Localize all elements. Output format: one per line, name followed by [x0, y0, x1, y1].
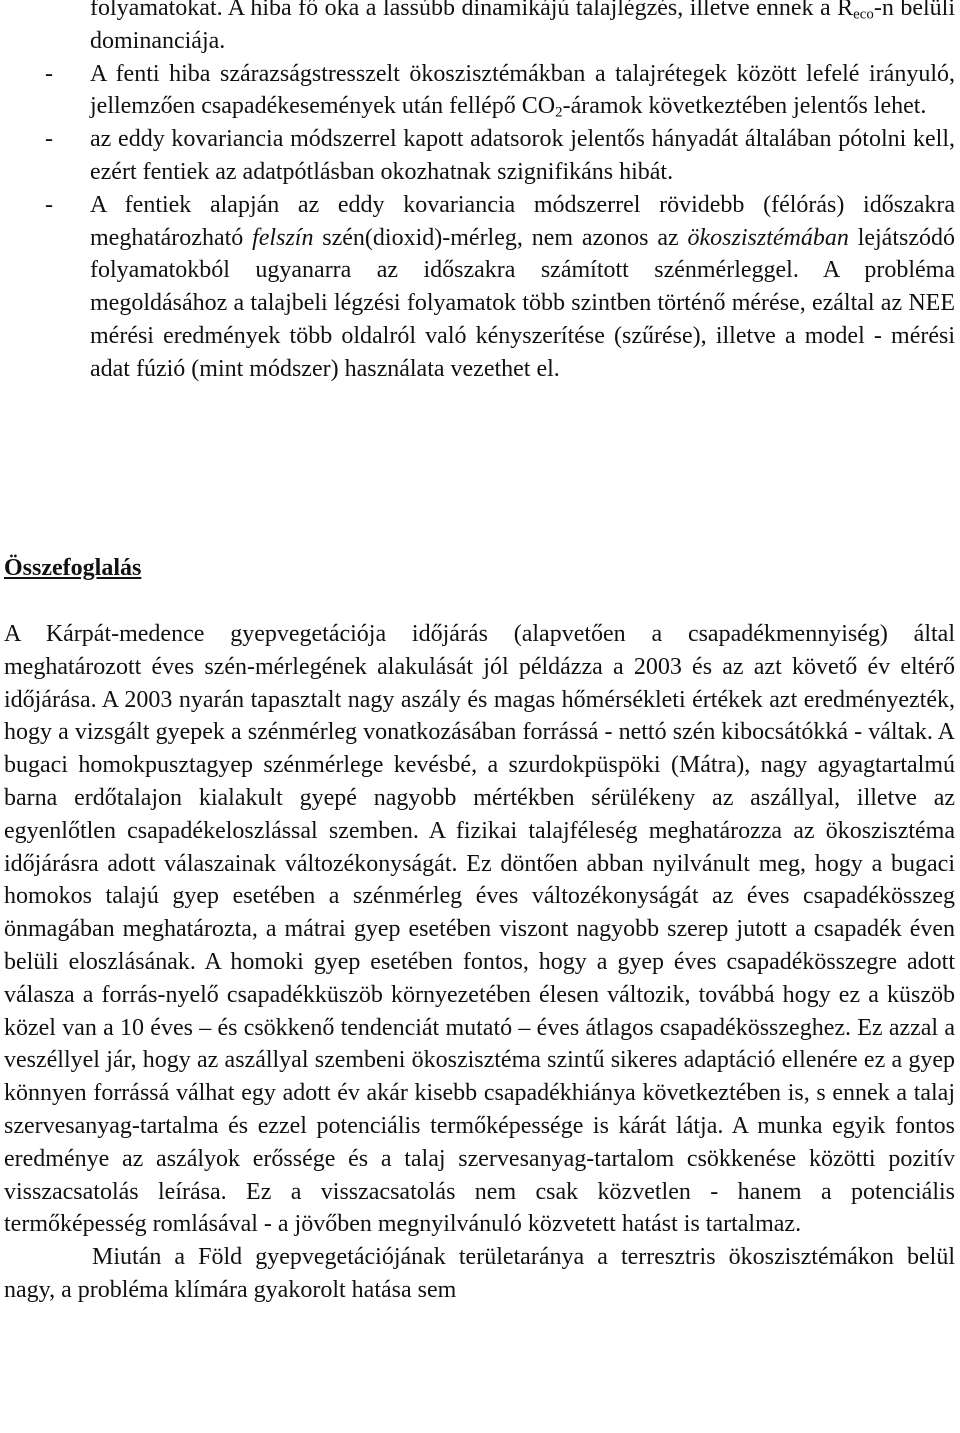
list-item	[0, 123, 955, 189]
summary-section	[0, 618, 955, 1307]
section-heading: Összefoglalás	[4, 555, 142, 581]
list-item	[0, 0, 955, 58]
list-item-text: az eddy kovariancia módszerrel kapott adatsorok jelentős hányadát általában pótolni kell, ezért fentiek az adatpótlásban okozhatnak szignifikáns hibát.	[90, 126, 955, 185]
list-item-text: folyamatokat. A hiba fő oka a lassúbb dinamikájú talajlégzés, illetve ennek a $R_{eco}-n$ belüli dominanciája.	[90, 0, 955, 54]
list-dash: -	[45, 126, 53, 153]
list-item	[0, 58, 955, 124]
list-item-text: A fenti hiba szárazságstresszelt ökoszisztémákban a talajrétegek között lefelé irányuló, jellemzően csapadékesemények után fellépő $CO_2$-áramok következtében jelentős lehet.	[90, 60, 955, 122]
list-dash: -	[45, 60, 53, 87]
summary-paragraph: A Kárpát-medence gyepvegetációja időjárás (alapvetően a csapadékmennyiség) által meghatározott éves szén-mérlegének alakulását jól példázza a 2003 és az azt követő év eltérő időjárása. A 2003 nyarán tapasztalt nagy aszály és magas hőmérsékleti értékek azt eredményezték, hogy a vizsgált gyepek a szénmérleg vonatkozásában forrássá - nettó szén kibocsátókká - váltak. A bugaci homokpusztagyep szénmérlege kevésbé, a szurdokpüspöki (Mátra), nagy agyagtartalmú barna erdőtalajon kialakult gyepé nagyobb mértékben sérülékeny az aszállyal, illetve az egyenlőtlen csapadékeloszlással szemben. A fizikai talajféleség meghatározza az ökoszisztéma időjárásra adott válaszainak változékonyságát. Ez döntően abban nyilvánult meg, hogy a bugaci homokos talajú gyep esetében a szénmérleg éves változékonyságát az éves csapadékösszeg önmagában meghatározta, a mátrai gyep esetében viszont nagyobb szerep jutott a csapadék éven belüli eloszlásának. A homoki gyep esetében fontos, hogy a gyep éves csapadékösszegre adott válasza a forrás-nyelő csapadékküszöb környezetében élesen változik, továbbá hogy ez a küszöb közel van a 10 éves – és csökkenő tendenciát mutató – éves átlagos csapadékösszeghez. Ez azzal a veszéllyel jár, hogy az aszállyal szembeni ökoszisztéma szintű sikeres adaptáció ellenére ez a gyep könnyen forrássá válhat egy adott év akár kisebb csapadékhiánya következtében is, s ennek a talaj szervesanyag-tartalma és ezzel potenciális termőképessége is kárát látja. A munka egyik fontos eredménye az aszályok erőssége és a talaj szervesanyag-tartalom csökkenése közötti pozitív visszacsatolás leírása. Ez a visszacsatolás nem csak közvetlen - hanem a potenciális termőképesség romlásával - a jövőben megnyilvánuló közvetett hatást is tartalmaz.	[4, 621, 955, 1238]
list-item-text: A fentiek alapján az eddy kovariancia módszerrel rövidebb (félórás) időszakra meghatározható felszín szén(dioxid)-mérleg, nem azonos az ökoszisztémában lejátszódó folyamatokból ugyanarra az időszakra számított szénmérleggel. A probléma megoldásához a talajbeli légzési folyamatok több szintben történő mérése, ezáltal az NEE mérési eredmények több oldalról való kényszerítése (szűrése), illetve a model - mérési adat fúzió (mint módszer) használata vezethet el.	[90, 191, 955, 382]
bullet-list	[0, 0, 955, 386]
list-item	[0, 189, 955, 386]
list-dash: -	[45, 191, 53, 218]
summary-paragraph-continued: Miután a Föld gyepvegetációjának területaránya a terresztris ökoszisztémákon belül nagy, a probléma klímára gyakorolt hatása sem	[4, 1244, 955, 1303]
